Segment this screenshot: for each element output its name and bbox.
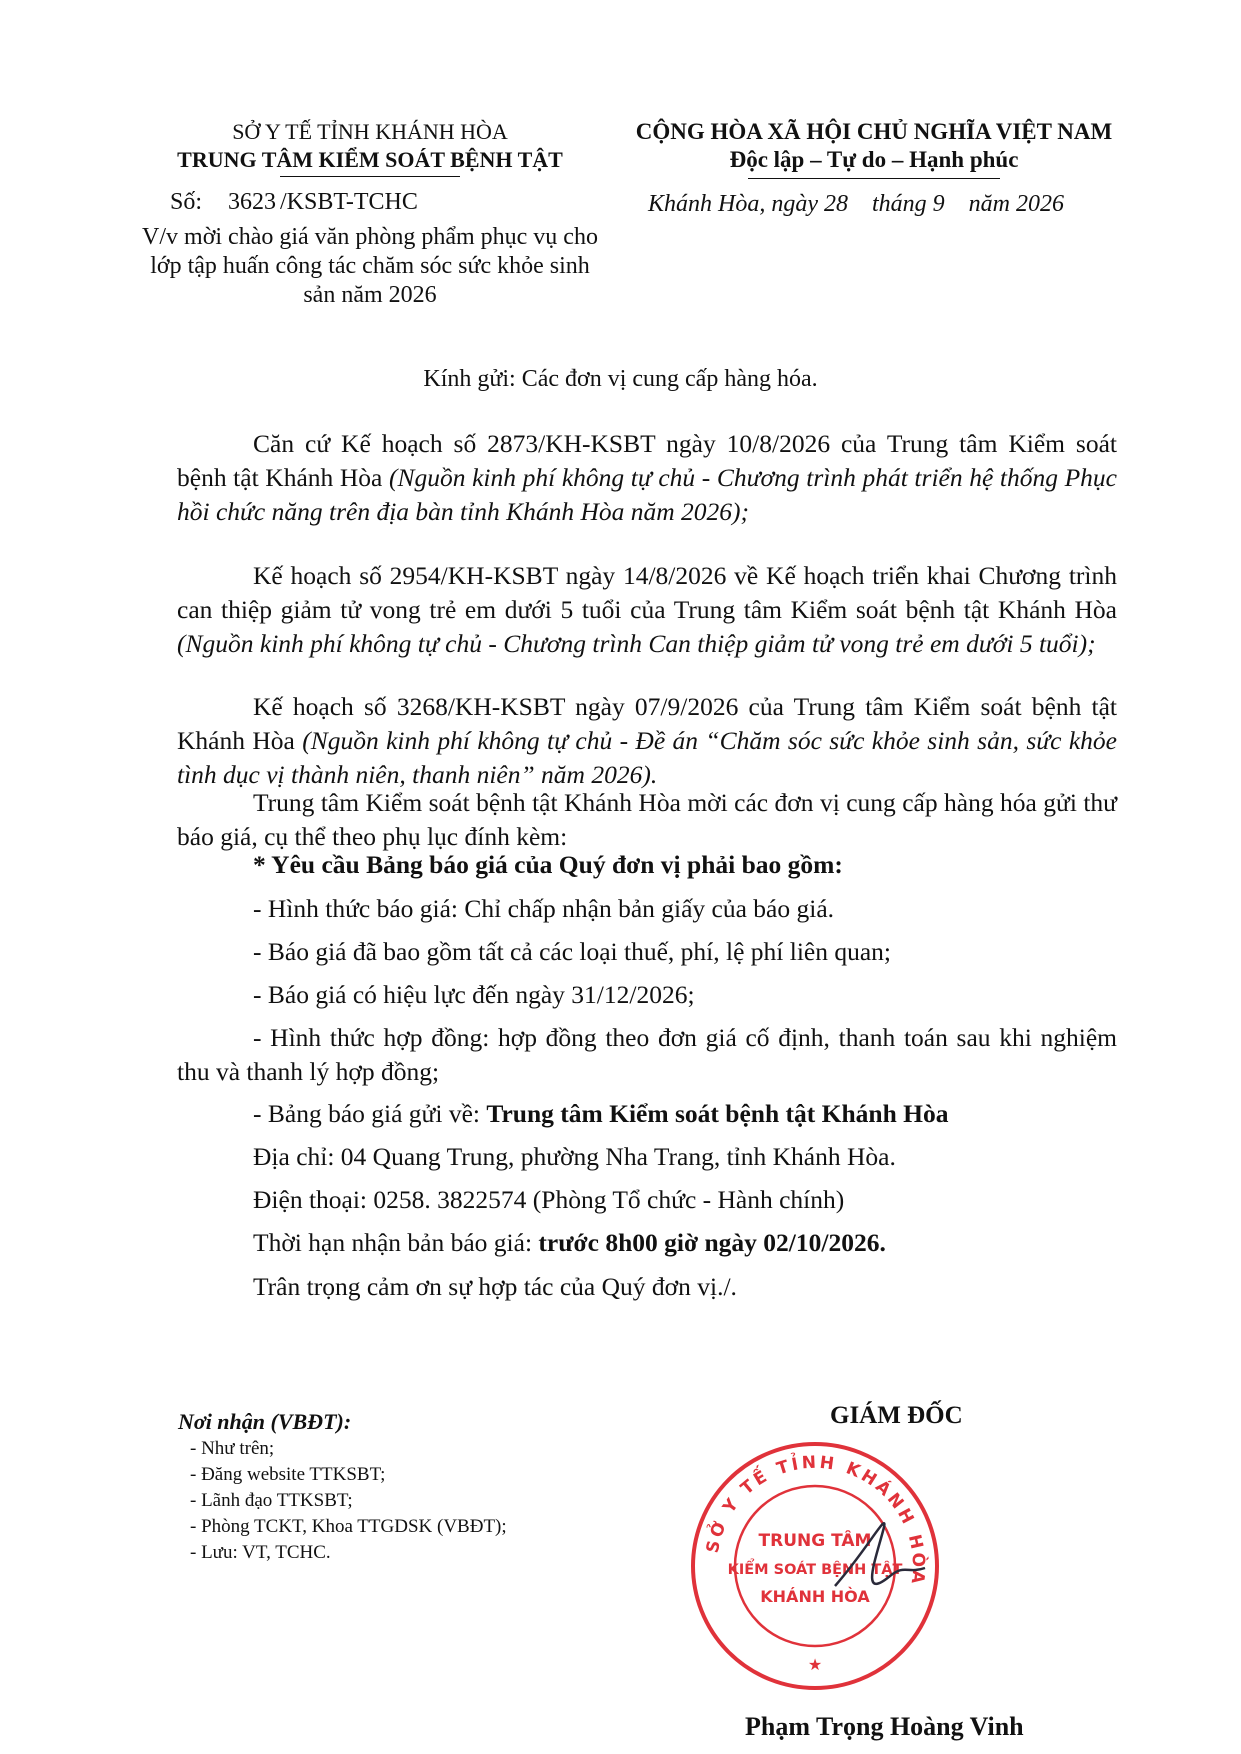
date-place: Khánh Hòa, ngày	[648, 191, 818, 217]
requirement-contract-text: - Hình thức hợp đồng: hợp đồng theo đơn giá cố định, thanh toán sau khi nghiệm thu và thanh lý hợp đồng;	[177, 1023, 1117, 1086]
recipient-item: - Lưu: VT, TCHC.	[190, 1542, 331, 1563]
address-line: Địa chỉ: 04 Quang Trung, phường Nha Trang, tỉnh Khánh Hòa.	[253, 1142, 896, 1171]
invitation-text: Trung tâm Kiểm soát bệnh tật Khánh Hòa mời các đơn vị cung cấp hàng hóa gửi thư báo giá, cụ thể theo phụ lục đính kèm:	[177, 788, 1117, 851]
official-seal	[685, 1436, 945, 1696]
requirements-heading: * Yêu cầu Bảng báo giá của Quý đơn vị phải bao gồm:	[253, 850, 843, 879]
basis-paragraph-2	[177, 559, 1117, 661]
deadline-value: trước 8h00 giờ ngày 02/10/2026.	[538, 1228, 886, 1257]
closing-line: Trân trọng cảm ơn sự hợp tác của Quý đơn vị./.	[253, 1272, 737, 1301]
recipient-item: - Đăng website TTKSBT;	[190, 1464, 386, 1485]
number-value: 3623	[228, 189, 277, 215]
recipient-item: - Lãnh đạo TTKSBT;	[190, 1490, 353, 1511]
requirement-validity: - Báo giá có hiệu lực đến ngày 31/12/2026;	[253, 980, 695, 1009]
date-day: 28	[824, 191, 848, 217]
document-subject: V/v mời chào giá văn phòng phẩm phục vụ cho lớp tập huấn công tác chăm sóc sức khỏe sinh sản năm 2026	[142, 224, 598, 308]
seal-line-3: KHÁNH HÒA	[760, 1587, 870, 1606]
country-name: CỘNG HÒA XÃ HỘI CHỦ NGHĨA VIỆT NAM	[635, 119, 1113, 144]
basis-3-text: Kế hoạch số 3268/KH-KSBT ngày 07/9/2026 của Trung tâm Kiểm soát bệnh tật Khánh Hòa	[177, 692, 1117, 755]
issuing-unit: TRUNG TÂM KIỂM SOÁT BỆNH TẬT	[177, 147, 563, 172]
issuing-agency-block	[140, 118, 600, 177]
agency-underline	[280, 176, 460, 177]
number-suffix: /KSBT-TCHC	[280, 189, 418, 215]
phone-line: Điện thoại: 0258. 3822574 (Phòng Tổ chức - Hành chính)	[253, 1185, 845, 1214]
seal-star-icon: ★	[807, 1655, 823, 1674]
requirement-send-to	[253, 1097, 948, 1131]
deadline-line	[253, 1226, 886, 1260]
send-to-label: - Bảng báo giá gửi về:	[253, 1099, 487, 1128]
signer-title: GIÁM ĐỐC	[830, 1402, 963, 1429]
number-prefix: Số:	[170, 189, 203, 215]
issue-date	[648, 190, 1064, 218]
recipient-item: - Phòng TCKT, Khoa TTGDSK (VBĐT);	[190, 1516, 507, 1537]
date-month: 9	[932, 191, 945, 217]
recipients-title: Nơi nhận (VBĐT):	[178, 1409, 352, 1434]
date-year: năm 2026	[968, 191, 1065, 217]
signer-name: Phạm Trọng Hoàng Vinh	[745, 1712, 1024, 1741]
invitation-paragraph	[177, 786, 1117, 854]
seal-line-2: KIỂM SOÁT BỆNH TẬT	[727, 1562, 903, 1578]
basis-1-funding: (Nguồn kinh phí không tự chủ - Chương trình phát triển hệ thống Phục hồi chức năng trên địa bàn tỉnh Khánh Hòa năm 2026);	[177, 463, 1117, 526]
greeting: Kính gửi: Các đơn vị cung cấp hàng hóa.	[423, 366, 818, 392]
basis-paragraph-1	[177, 427, 1117, 529]
requirement-format: - Hình thức báo giá: Chỉ chấp nhận bản giấy của báo giá.	[253, 894, 835, 923]
motto-underline	[748, 178, 1000, 179]
date-month-label: tháng	[872, 191, 927, 217]
basis-3-funding: (Nguồn kinh phí không tự chủ - Đề án “Chăm sóc sức khỏe sinh sản, sức khỏe tình dục vị thành niên, thanh niên” năm 2026).	[177, 726, 1117, 789]
seal-ring-text: SỞ Y TẾ TỈNH KHÁNH HÒA	[702, 1452, 929, 1588]
requirement-taxes: - Báo giá đã bao gồm tất cả các loại thuế, phí, lệ phí liên quan;	[253, 937, 891, 966]
basis-2-funding: (Nguồn kinh phí không tự chủ - Chương trình Can thiệp giảm tử vong trẻ em dưới 5 tuổi);	[177, 629, 1096, 658]
basis-2-text: Kế hoạch số 2954/KH-KSBT ngày 14/8/2026 về Kế hoạch triển khai Chương trình can thiệp giảm tử vong trẻ em dưới 5 tuổi của Trung tâm Kiểm soát bệnh tật Khánh Hòa	[177, 561, 1117, 624]
national-title-block	[600, 118, 1148, 179]
national-motto: Độc lập – Tự do – Hạnh phúc	[729, 147, 1019, 172]
deadline-label: Thời hạn nhận bản báo giá:	[253, 1228, 539, 1257]
document-number	[170, 188, 418, 216]
recipients-block	[178, 1408, 678, 1566]
parent-agency: SỞ Y TẾ TỈNH KHÁNH HÒA	[232, 119, 508, 144]
basis-paragraph-3	[177, 690, 1117, 792]
requirement-contract	[177, 1021, 1117, 1089]
send-to-value: Trung tâm Kiểm soát bệnh tật Khánh Hòa	[486, 1099, 949, 1128]
seal-line-1: TRUNG TÂM	[758, 1531, 872, 1551]
recipient-item: - Như trên;	[190, 1438, 275, 1459]
basis-1-text: Căn cứ Kế hoạch số 2873/KH-KSBT ngày 10/8/2026 của Trung tâm Kiểm soát bệnh tật Khánh Hòa	[177, 429, 1117, 492]
